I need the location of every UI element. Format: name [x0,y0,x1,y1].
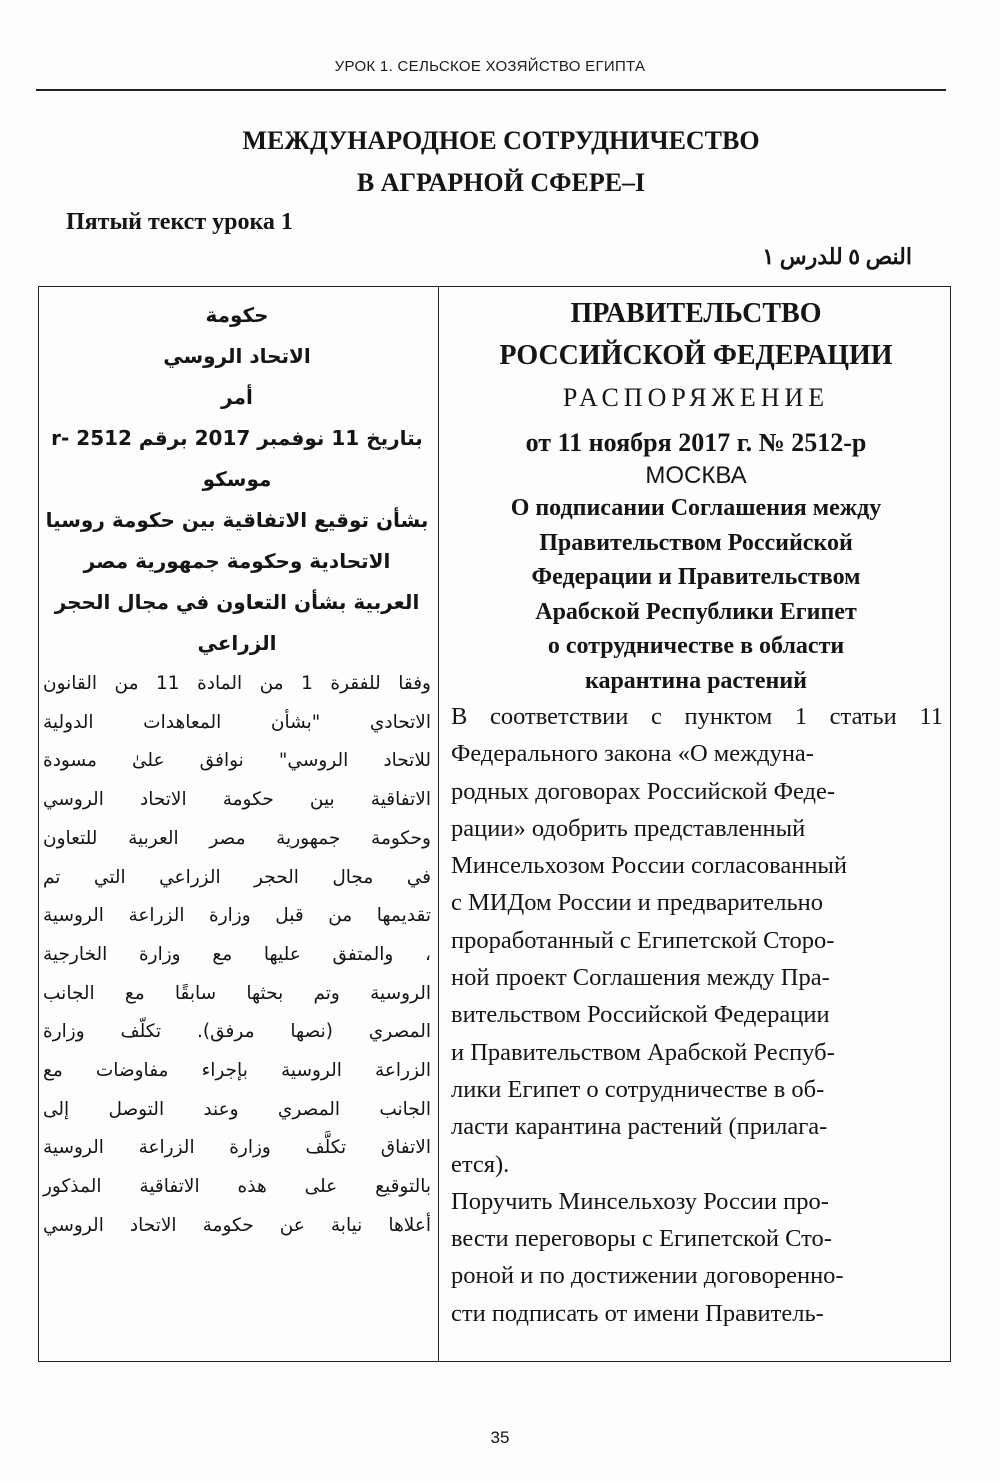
arabic-subject-line: الاتحادية وحكومة جمهورية مصر [83,549,391,573]
arabic-body [43,665,431,1246]
arabic-body-line: في مجال الحجر الزراعي التي تم [43,866,431,888]
order-heading: РАСПОРЯЖЕНИЕ [562,383,830,412]
arabic-body-line: وفقا للفقرة 1 من المادة 11 من القانون [43,673,431,694]
arabic-body-line: وحكومة جمهورية مصر العربية للتعاون [43,827,431,849]
russian-column [449,293,943,1332]
subtitle-russian: Пятый текст урока 1 [66,209,293,235]
arabic-body-line: الاتحادي "بشأن المعاهدات الدولية [43,711,431,733]
order-body-line: проработанный с Египетской Сторо- [451,926,835,954]
order-body-line: и Правительством Арабской Респуб- [451,1038,835,1066]
order-body-line: лики Египет о сотрудничестве в об- [451,1075,825,1103]
arabic-subject-line: بشأن توقيع الاتفاقية بين حكومة روسيا [45,508,429,532]
arabic-body-line: الزراعة الروسية بإجراء مفاوضات مع [43,1060,431,1082]
order-subject-line: О подписании Соглашения между [510,495,882,521]
order-date-number: от 11 ноября 2017 г. № 2512-р [525,428,867,457]
arabic-header-line: حكومة [205,303,269,327]
arabic-body-line: أعلاها نيابة عن حكومة الاتحاد الروسي [43,1214,431,1236]
order-body-line: рации» одобрить представленный [451,814,806,842]
arabic-body-line: تقديمها من قبل وزارة الزراعة الروسية [43,905,431,927]
arabic-subject-line: الزراعي [197,631,277,655]
order-body-line: сти подписать от имени Правитель- [451,1299,824,1327]
bilingual-table [38,286,951,1362]
order-body-line: вительством Российской Федерации [451,1001,830,1029]
arabic-body-line: المصري (نصها مرفق). تكلّف وزارة [43,1021,431,1043]
page-number: 35 [490,1428,510,1447]
order-subject-line: Правительством Российской [539,529,853,556]
arabic-body-line: الاتفاقية بين حكومة الاتحاد الروسي [43,789,431,811]
arabic-body-line: ، والمتفق عليها مع وزارة الخارجية [43,943,431,965]
order-body-line: Поручить Минсельхозу России про- [451,1187,829,1215]
header-rule [36,89,946,91]
order-subject-line: Арабской Республики Египет [535,598,857,625]
order-body-line: роной и по достижении договоренно- [451,1262,844,1290]
arabic-body-line: الروسية وتم بحثها سابقًا مع الجانب [43,982,431,1004]
arabic-column [43,295,431,1246]
order-subject-line: о сотрудничестве в области [547,633,845,659]
arabic-body-line: الاتفاق تكلَّف وزارة الزراعة الروسية [43,1137,431,1159]
order-subject-line: Федерации и Правительством [531,564,861,590]
column-divider [438,287,439,1361]
order-body [449,698,943,1332]
order-body-line: В соответствии с пунктом 1 статьи 11 [451,703,943,730]
subtitle-arabic: النص ٥ للدرس ١ [762,244,912,269]
government-heading-line-2: РОССИЙСКОЙ ФЕДЕРАЦИИ [499,340,893,371]
arabic-header-line: موسكو [202,467,272,491]
government-heading-line-1: ПРАВИТЕЛЬСТВО [570,298,822,329]
arabic-header-line: أمر [221,385,253,409]
order-body-line: с МИДом России и предварительно [451,889,824,917]
arabic-header-line: الاتحاد الروسي [163,344,311,368]
arabic-subject-line: العربية بشأن التعاون في مجال الحجر [54,590,420,614]
running-head: УРОК 1. СЕЛЬСКОЕ ХОЗЯЙСТВО ЕГИПТА [334,58,646,75]
page-title-line-2: В АГРАРНОЙ СФЕРЕ–I [356,168,646,197]
order-city: МОСКВА [645,462,747,489]
order-body-line: Минсельхозом России согласованный [451,852,848,880]
arabic-body-line: بالتوقيع على هذه الاتفاقية المذكور [43,1176,431,1198]
arabic-body-line: للاتحاد الروسي" نوافق علىٰ مسودة [43,750,431,772]
order-body-line: вести переговоры с Египетской Сто- [451,1225,832,1253]
order-body-line: ной проект Соглашения между Пра- [451,964,830,992]
order-body-line: родных договорах Российской Феде- [451,777,836,805]
page-title-line-1: МЕЖДУНАРОДНОЕ СОТРУДНИЧЕСТВО [242,126,760,155]
arabic-header-line: بتاريخ 11 نوفمبر 2017 برقم 2512 -r [51,426,423,450]
order-body-line: ласти карантина растений (прилага- [451,1113,828,1141]
arabic-body-line: الجانب المصري وعند التوصل إلى [43,1098,431,1120]
order-body-line: Федерального закона «О междуна- [451,740,814,768]
order-subject-line: карантина растений [584,667,807,694]
order-body-line: ется). [451,1150,510,1178]
